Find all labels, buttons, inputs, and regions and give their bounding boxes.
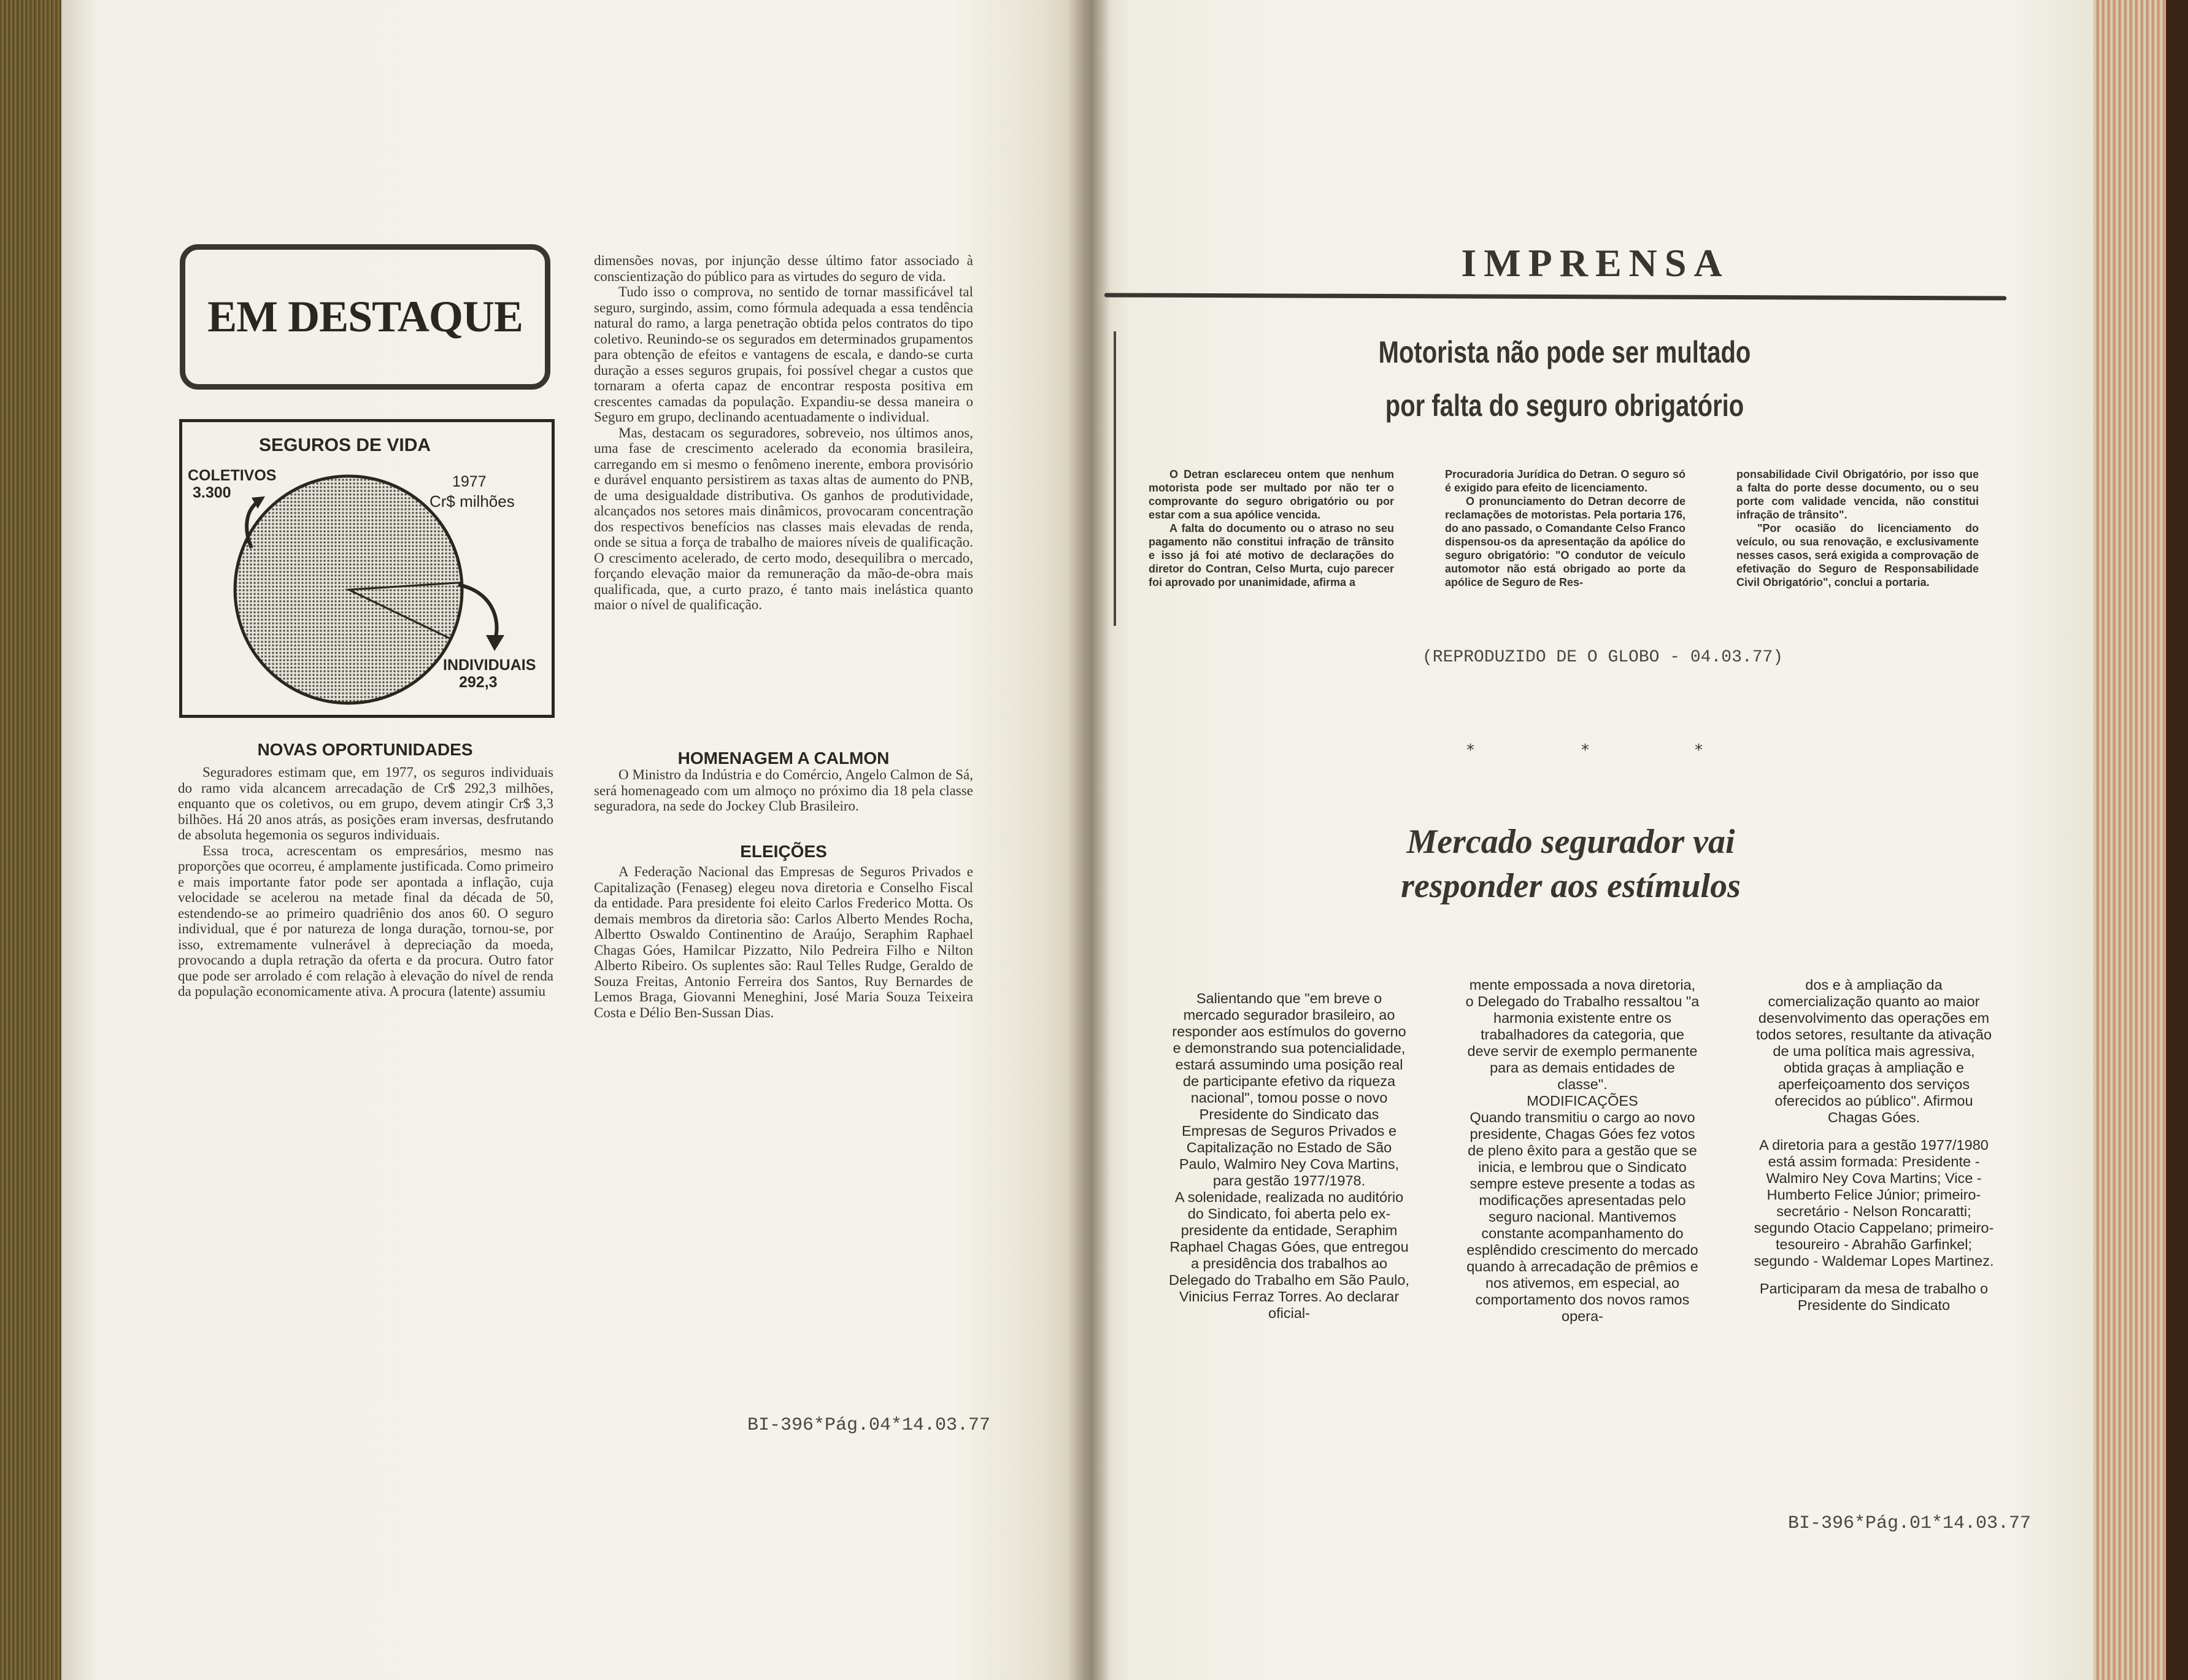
paragraph: Participaram da mesa de trabalho o Presidente do Sindicato bbox=[1759, 1281, 1989, 1313]
arrow-head-individuais bbox=[486, 635, 504, 651]
paragraph: mente empossada a nova diretoria, o Delegado do Trabalho ressaltou "a harmonia existente entre os trabalhadores da categoria, que deve servir de exemplo permanente para as demais entidades de classe". bbox=[1465, 977, 1700, 1092]
paragraph: O Detran esclareceu ontem que nenhum motorista pode ser multado por não ter o comprovante do seguro obrigatório ou por estar com a sua apólice vencida. bbox=[1149, 468, 1394, 521]
paragraph: A diretoria para a gestão 1977/1980 está assim formada: Presidente - Walmiro Ney Cova Martins; Vice - Humberto Felice Júnior; primeiro-secretário - Nelson Roncaratti; segundo Otacio Cappelano; primeiro-tesoureiro - Abrahão Garfinkel; segundo - Waldemar Lopes Martinez. bbox=[1754, 1137, 1994, 1269]
book-cover-right bbox=[2166, 0, 2188, 1680]
chart-title: SEGUROS DE VIDA bbox=[258, 435, 431, 455]
slice-value-coletivos: 3.300 bbox=[193, 484, 231, 501]
article1-title-line1: Motorista não pode ser multado bbox=[1378, 335, 1751, 369]
book-edge-left bbox=[0, 0, 61, 1680]
article1-title-line2: por falta do seguro obrigatório bbox=[1385, 388, 1744, 423]
homenagem-text bbox=[594, 767, 973, 814]
paragraph: "Por ocasião do licenciamento do veículo, ou sua renovação, e exclusivamente nesses casos, será exigida a comprovação de efetivação do Seguro de Responsabilidade Civil Obrigatório", conclui a portaria. bbox=[1736, 522, 1979, 588]
imprensa-title: IMPRENSA bbox=[1461, 241, 1730, 285]
novas-oportunidades-heading: NOVAS OPORTUNIDADES bbox=[257, 740, 473, 759]
pie-chart bbox=[179, 419, 555, 718]
article1-column-2 bbox=[1445, 468, 1685, 589]
paragraph: dimensões novas, por injunção desse último fator associado à conscientização do público para as virtudes do seguro de vida. bbox=[594, 253, 973, 284]
eleicoes-heading: ELEIÇÕES bbox=[740, 842, 827, 861]
paragraph: A solenidade, realizada no auditório do Sindicato, foi aberta pelo ex-presidente da entidade, Seraphim Raphael Chagas Góes, que entregou a presidência dos trabalhos ao Delegado do Trabalho em São Paulo, Vinicius Ferraz Torres. Ao declarar oficial- bbox=[1169, 1189, 1409, 1321]
chart-year: 1977 bbox=[452, 473, 487, 490]
em-destaque-title: EM DESTAQUE bbox=[207, 292, 523, 341]
right-page-footer: BI-396*Pág.01*14.03.77 bbox=[1788, 1513, 2032, 1534]
paragraph: O pronunciamento do Detran decorre de reclamações de motoristas. Pela portaria 176, do ano passado, o Comandante Celso Franco dispensou-os da apresentação da apólice do seguro obrigatório: "O condutor de veículo automotor não está obrigado ao porte da apólice de Seguro de Res- bbox=[1445, 495, 1685, 588]
novas-oportunidades-text bbox=[178, 765, 553, 1000]
paragraph: dos e à ampliação da comercialização quanto ao maior desenvolvimento das operações em todos setores, resultante da ativação de uma política mais agressiva, obtida graças à ampliação e aperfeiçoamento dos serviços oferecidos ao público". Afirmou Chagas Góes. bbox=[1755, 977, 1992, 1125]
eleicoes-text bbox=[594, 864, 973, 1020]
paragraph: Seguradores estimam que, em 1977, os seguros individuais do ramo vida alcancem arrecadação de Cr$ 292,3 milhões, enquanto que os coletivos, ou em grupo, devem atingir Cr$ 3,3 bilhões. Há 20 anos atrás, as posições eram inversas, desfrutando de absoluta hegemonia os seguros individuais. bbox=[178, 765, 553, 842]
article2-column-2 bbox=[1465, 977, 1700, 1325]
separator-star: * bbox=[1466, 741, 1474, 760]
paragraph: Procuradoria Jurídica do Detran. O seguro só é exigido para efeito de licenciamento. bbox=[1445, 468, 1685, 494]
paragraph: Essa troca, acrescentam os empresários, mesmo nas proporções que ocorreu, é amplamente justificada. Como primeiro e mais importante fator pode ser apontada a inflação, cuja velocidade se acelerou na metade final da década de 50, estendendo-se ao primeiro quadriênio dos anos 60. O seguro individual, que é por natureza de longa duração, tornou-se, por isso, extremamente vulnerável à depreciação da moeda, provocando a dupla retração da oferta e da procura. Outro fator que pode ser arrolado é com relação à elevação do nível de renda da população economicamente ativa. A procura (latente) assumiu bbox=[178, 842, 553, 999]
paragraph: ponsabilidade Civil Obrigatório, por isso que a falta do porte desse documento, ou o seu porte com validade vencida, não constitui infração de trânsito". bbox=[1736, 468, 1979, 521]
paragraph: Salientando que "em breve o mercado segurador brasileiro, ao responder aos estímulos do governo e demonstrando sua potencialidade, estará assumindo uma posição real de participante efetivo da riqueza nacional", tomou posse o novo Presidente do Sindicato das Empresas de Seguros Privados e Capitalização no Estado de São Paulo, Walmiro Ney Cova Martins, para gestão 1977/1978. bbox=[1172, 990, 1406, 1189]
article2-title-line2: responder aos estímulos bbox=[1401, 867, 1741, 905]
paragraph: Tudo isso o comprova, no sentido de tornar massificável tal seguro, surgindo, assim, como fórmula adequada a essa tendência natural do ramo, a larga penetração obtida pelos contratos do tipo coletivo. Reunindo-se os segurados em determinados grupamentos para obtenção de efeitos e vantagens de escala, e dando-se curta duração a esses seguros grupais, foi possível chegar a custos que tornaram a oferta capaz de encontrar resposta positiva em crescentes camadas da população. Expandiu-se dessa maneira o Seguro em grupo, declinando acentuadamente o individual. bbox=[594, 284, 973, 425]
slice-label-individuais: INDIVIDUAIS bbox=[443, 657, 536, 674]
homenagem-heading: HOMENAGEM A CALMON bbox=[677, 749, 890, 768]
book-gutter bbox=[1068, 0, 1111, 1680]
arrow-individuais bbox=[458, 585, 497, 640]
article1-column-1 bbox=[1149, 468, 1394, 589]
slice-value-individuais: 292,3 bbox=[459, 674, 498, 691]
article2-column-3 bbox=[1754, 977, 1994, 1314]
paragraph: O Ministro da Indústria e do Comércio, Angelo Calmon de Sá, será homenageado com um almoço no próximo dia 18 pela classe seguradora, na sede do Jockey Club Brasileiro. bbox=[594, 767, 973, 814]
article-left-rule bbox=[1114, 331, 1116, 626]
pie-slices bbox=[235, 476, 462, 703]
article1-column-3 bbox=[1736, 468, 1979, 589]
paragraph: A Federação Nacional das Empresas de Seguros Privados e Capitalização (Fenaseg) elegeu nova diretoria e Conselho Fiscal da entidade. Para presidente foi eleito Carlos Frederico Motta. Os demais membros da diretoria são: Carlos Alberto Mendes Rocha, Albertto Oswaldo Continentino de Araújo, Seraphim Raphael Chagas Góes, Hamilcar Pizzatto, Nilo Pedreira Filho e Nilton Alberto Ribeiro. Os suplentes são: Raul Telles Rudge, Geraldo de Souza Freitas, Antonio Ferreira dos Santos, Ruy Bernardes de Lemos Braga, Giovanni Meneghini, José Maria Souza Teixeira Costa e Délio Ben-Sussan Dias. bbox=[594, 864, 973, 1020]
slice-label-coletivos: COLETIVOS bbox=[188, 467, 277, 484]
article2-title-line1: Mercado segurador vai bbox=[1406, 823, 1735, 861]
imprensa-rule bbox=[1104, 293, 2006, 300]
separator-star: * bbox=[1695, 741, 1703, 760]
left-page-footer: BI-396*Pág.04*14.03.77 bbox=[747, 1415, 991, 1436]
separator-star: * bbox=[1581, 741, 1589, 760]
left-right-column bbox=[594, 253, 973, 613]
section-heading-modificacoes: MODIFICAÇÕES bbox=[1527, 1093, 1638, 1109]
paragraph: Mas, destacam os seguradores, sobreveio, nos últimos anos, uma fase de crescimento acelerado da economia brasileira, carregando em si mesmo o fenômeno inerente, embora provisório e durável enquanto persistirem as taxas altas de aumento do PNB, de uma desigualdade distributiva. Os ganhos de produtividade, alcançados nos setores mais dinâmicos, provocaram concentração dos respectivos benefícios nas classes mais elevadas de renda, onde se situa a força de trabalho de maiores níveis de qualificação. O crescimento acelerado, de certo modo, desequilibra o mercado, forçando elevação maior da remuneração da mão-de-obra mais qualificada, que, a curto prazo, é tanto mais inelástica quanto maior o nível de qualificação. bbox=[594, 425, 973, 612]
paragraph: A falta do documento ou o atraso no seu pagamento não constitui infração de trânsito e isso já foi até motivo de declarações do diretor do Contran, Celso Murta, cujo parecer foi aprovado por unanimidade, afirma a bbox=[1149, 522, 1394, 588]
article2-column-1 bbox=[1169, 990, 1409, 1322]
article1-source: (REPRODUZIDO DE O GLOBO - 04.03.77) bbox=[1422, 648, 1784, 667]
paragraph: Quando transmitiu o cargo ao novo presidente, Chagas Góes fez votos de pleno êxito para a gestão que se inicia, e lembrou que o Sindicato sempre esteve presente a todas as modificações apresentadas pelo seguro nacional. Mantivemos constante acompanhamento do esplêndido crescimento do mercado quando à arrecadação de prêmios e nos ativemos, em especial, ao comportamento dos novos ramos opera- bbox=[1466, 1109, 1698, 1324]
chart-unit: Cr$ milhões bbox=[430, 492, 515, 511]
